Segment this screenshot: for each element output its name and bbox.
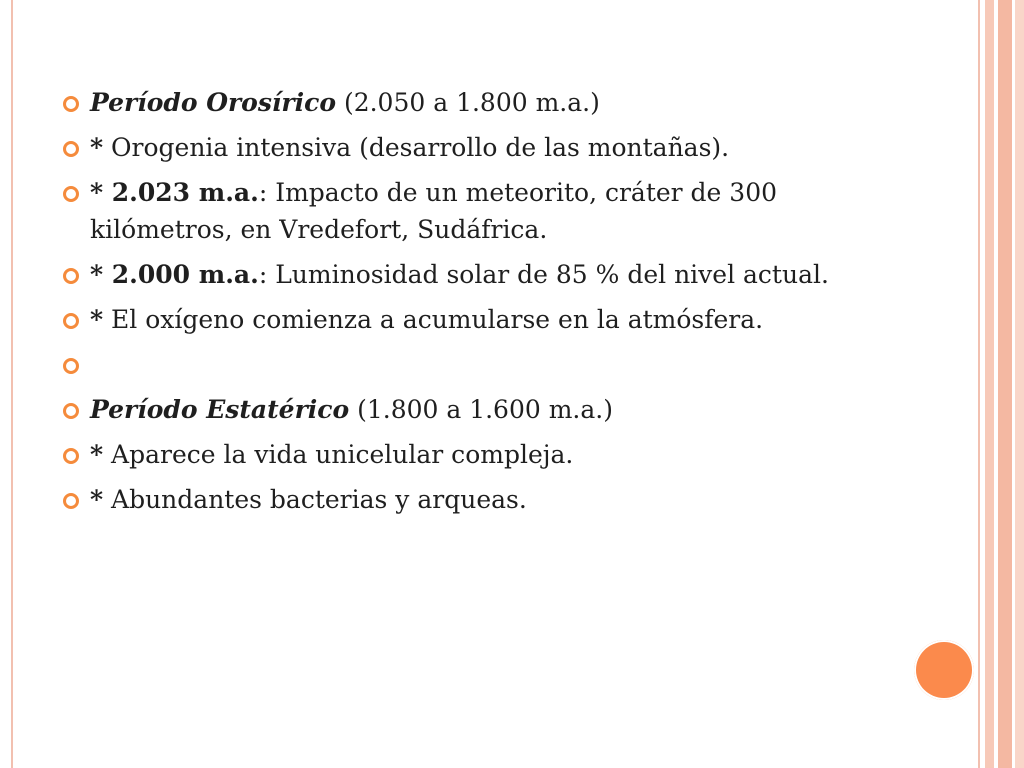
period-title: Período Orosírico	[90, 88, 336, 117]
bullet-icon	[63, 96, 79, 112]
bullet-item-orogenia	[60, 129, 880, 166]
frame-band-right-outer	[998, 0, 1012, 768]
bullet-item-orosirico	[60, 84, 880, 121]
frame-line-right	[978, 0, 980, 768]
item-marker: *	[90, 440, 104, 469]
bullet-item-vida	[60, 436, 880, 473]
item-text: : Luminosidad solar de 85 % del nivel actual.	[258, 260, 829, 289]
bullet-icon	[63, 358, 79, 374]
bullet-item-oxigeno	[60, 301, 880, 338]
bullet-list	[60, 84, 880, 526]
bullet-item-meteorito	[60, 174, 880, 248]
period-range: (2.050 a 1.800 m.a.)	[336, 88, 600, 117]
item-text: Aparece la vida unicelular compleja.	[103, 440, 574, 469]
bullet-icon	[63, 448, 79, 464]
bullet-item-estaterico	[60, 391, 880, 428]
bullet-item-empty	[60, 346, 880, 383]
frame-band-right	[985, 0, 994, 768]
period-title: Período Estatérico	[90, 395, 350, 424]
item-text: Orogenia intensiva (desarrollo de las montañas).	[103, 133, 730, 162]
item-text: El oxígeno comienza a acumularse en la atmósfera.	[103, 305, 764, 334]
item-date: * 2.000 m.a.	[90, 260, 259, 289]
item-text: Abundantes bacterias y arqueas.	[103, 485, 527, 514]
bullet-item-luminosidad	[60, 256, 880, 293]
item-marker: *	[90, 305, 104, 334]
bullet-icon	[63, 313, 79, 329]
bullet-item-bacterias	[60, 481, 880, 518]
item-date: * 2.023 m.a.	[90, 178, 259, 207]
item-marker: *	[90, 133, 104, 162]
frame-band-right-edge	[1015, 0, 1024, 768]
bullet-icon	[63, 403, 79, 419]
frame-line-left	[11, 0, 13, 768]
bullet-icon	[63, 268, 79, 284]
bullet-icon	[63, 493, 79, 509]
bullet-icon	[63, 141, 79, 157]
period-range: (1.800 a 1.600 m.a.)	[349, 395, 613, 424]
orange-circle-decoration	[914, 640, 974, 700]
item-marker: *	[90, 485, 104, 514]
item-text: : Impacto de un meteorito, cráter de 300 kilómetros, en Vredefort, Sudáfrica.	[90, 178, 778, 244]
bullet-icon	[63, 186, 79, 202]
